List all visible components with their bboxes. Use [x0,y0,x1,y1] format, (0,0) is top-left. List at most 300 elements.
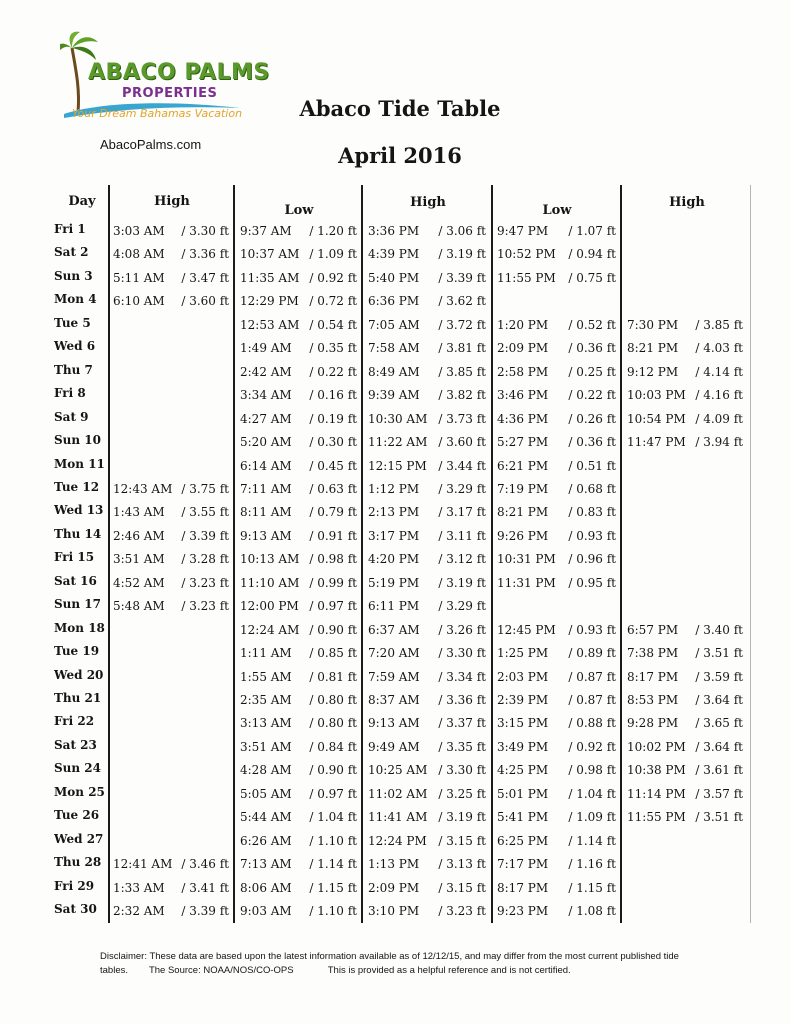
tide-cell [368,505,486,525]
disclaimer-line-2 [100,964,760,978]
tide-cell [240,904,357,924]
tide-time: 8:11 AM [240,505,292,519]
disclaimer-source: The Source: NOAA/NOS/CO-OPS [148,965,294,976]
disclaimer [100,950,760,978]
tide-time: 11:22 AM [368,435,428,449]
tide-time: 6:37 AM [368,623,420,637]
tide-time: 3:49 PM [497,740,549,754]
tide-cell [497,623,616,643]
header-high-1: High [154,194,190,209]
day-label: Thu 7 [54,363,93,377]
tide-cell [240,529,357,549]
tide-time: 5:40 PM [368,271,420,285]
tide-cell [240,693,357,713]
tide-time: 11:10 AM [240,576,300,590]
tide-height: / 3.51 ft [695,810,743,824]
tide-cell [240,881,357,901]
tide-time: 7:05 AM [368,318,420,332]
tide-time: 9:28 PM [627,716,679,730]
tide-time: 7:11 AM [240,482,292,496]
tide-height: / 0.89 ft [568,646,616,660]
tide-height: / 3.61 ft [695,763,743,777]
tide-height: / 1.20 ft [309,224,357,238]
tide-cell [497,904,616,924]
tide-cell [497,271,616,291]
tide-cell [497,435,616,455]
header-low-2: Low [542,203,572,218]
tide-time: 6:26 AM [240,834,292,848]
tide-cell [368,834,486,854]
tide-height: / 0.22 ft [309,365,357,379]
tide-cell [368,435,486,455]
tide-time: 11:31 PM [497,576,556,590]
tide-cell [240,224,357,244]
tide-cell [113,247,229,267]
tide-height: / 3.51 ft [695,646,743,660]
tide-cell [240,646,357,666]
tide-height: / 1.09 ft [309,247,357,261]
tide-cell [368,881,486,901]
tide-time: 4:25 PM [497,763,549,777]
day-label: Tue 19 [54,644,100,658]
tide-time: 8:21 PM [627,341,679,355]
tide-height: / 3.39 ft [181,904,229,918]
tide-height: / 3.37 ft [438,716,486,730]
tide-cell [240,247,357,267]
tide-cell [240,412,357,432]
day-label: Wed 13 [54,503,104,517]
tide-height: / 3.11 ft [438,529,486,543]
tide-height: / 0.30 ft [309,435,357,449]
tide-time: 10:30 AM [368,412,428,426]
disclaimer-line-1: Disclaimer: These data are based upon the latest information available as of 12/12/15, and may differ from the most current published tide [100,951,679,962]
tide-height: / 0.19 ft [309,412,357,426]
tide-time: 6:25 PM [497,834,549,848]
tide-height: / 3.64 ft [695,740,743,754]
tide-time: 1:13 PM [368,857,420,871]
tide-height: / 0.90 ft [309,763,357,777]
tide-time: 9:13 AM [240,529,292,543]
tide-cell [240,716,357,736]
tide-time: 9:37 AM [240,224,292,238]
tide-time: 12:24 PM [368,834,427,848]
disclaimer-tables: tables. [100,965,128,976]
tide-height: / 1.15 ft [309,881,357,895]
tide-cell [627,787,743,807]
tide-height: / 0.63 ft [309,482,357,496]
tide-height: / 3.23 ft [438,904,486,918]
tide-cell [240,599,357,619]
header-high-3: High [669,195,705,210]
tide-cell [497,459,616,479]
tide-time: 9:12 PM [627,365,679,379]
tide-cell [368,646,486,666]
tide-cell [627,623,743,643]
tide-height: / 3.15 ft [438,881,486,895]
tide-height: / 3.46 ft [181,857,229,871]
tide-height: / 3.36 ft [438,693,486,707]
tide-height: / 3.19 ft [438,247,486,261]
tide-height: / 3.06 ft [438,224,486,238]
tide-time: 12:29 PM [240,294,299,308]
tide-cell [240,294,357,314]
tide-time: 9:49 AM [368,740,420,754]
tide-cell [368,857,486,877]
day-label: Sun 17 [54,597,101,611]
day-label: Thu 21 [54,691,102,705]
tide-cell [368,623,486,643]
tide-height: / 1.07 ft [568,224,616,238]
tide-cell [240,482,357,502]
tide-time: 5:27 PM [497,435,549,449]
tide-cell [113,881,229,901]
tide-cell [368,529,486,549]
tide-cell [497,318,616,338]
tide-time: 4:20 PM [368,552,420,566]
tide-cell [627,693,743,713]
tide-height: / 3.30 ft [438,646,486,660]
tide-height: / 0.84 ft [309,740,357,754]
tide-height: / 0.45 ft [309,459,357,473]
tide-height: / 3.60 ft [438,435,486,449]
tide-cell [497,810,616,830]
tide-cell [113,294,229,314]
day-label: Mon 25 [54,785,105,799]
tide-cell [113,599,229,619]
tide-height: / 3.64 ft [695,693,743,707]
tide-height: / 3.41 ft [181,881,229,895]
tide-height: / 0.85 ft [309,646,357,660]
day-label: Fri 1 [54,222,86,236]
tide-height: / 3.59 ft [695,670,743,684]
disclaimer-note: This is provided as a helpful reference and is not certified. [327,965,571,976]
tide-height: / 0.94 ft [568,247,616,261]
tide-cell [113,529,229,549]
tide-height: / 3.55 ft [181,505,229,519]
tide-time: 3:17 PM [368,529,420,543]
tide-cell [368,247,486,267]
tide-cell [368,693,486,713]
tide-height: / 0.75 ft [568,271,616,285]
tide-height: / 1.10 ft [309,904,357,918]
tide-height: / 3.62 ft [438,294,486,308]
tide-cell [240,857,357,877]
tide-height: / 3.57 ft [695,787,743,801]
tide-time: 8:37 AM [368,693,420,707]
tide-height: / 0.83 ft [568,505,616,519]
tide-time: 5:01 PM [497,787,549,801]
tide-time: 8:17 PM [627,670,679,684]
tide-height: / 3.29 ft [438,482,486,496]
tide-cell [627,412,743,432]
tide-time: 6:57 PM [627,623,679,637]
tide-time: 12:00 PM [240,599,299,613]
tide-height: / 0.99 ft [309,576,357,590]
tide-time: 2:58 PM [497,365,549,379]
tide-time: 4:52 AM [113,576,165,590]
tide-height: / 4.09 ft [695,412,743,426]
header-high-2: High [410,195,446,210]
tide-time: 2:03 PM [497,670,549,684]
day-label: Sun 3 [54,269,93,283]
tide-height: / 3.23 ft [181,576,229,590]
tide-height: / 0.52 ft [568,318,616,332]
tide-time: 10:02 PM [627,740,686,754]
tide-time: 5:20 AM [240,435,292,449]
tide-cell [497,412,616,432]
tide-cell [240,670,357,690]
header-day: Day [68,194,96,209]
day-label: Sat 16 [54,574,97,588]
logo-tagline: Your Dream Bahamas Vacation [72,107,243,120]
tide-time: 6:21 PM [497,459,549,473]
tide-time: 10:54 PM [627,412,686,426]
tide-cell [240,623,357,643]
tide-time: 12:43 AM [113,482,173,496]
tide-height: / 0.36 ft [568,435,616,449]
tide-cell [497,834,616,854]
tide-time: 1:55 AM [240,670,292,684]
tide-cell [113,224,229,244]
tide-height: / 3.36 ft [181,247,229,261]
day-label: Wed 6 [54,339,96,353]
tide-cell [627,388,743,408]
tide-cell [627,318,743,338]
tide-cell [240,576,357,596]
tide-height: / 0.81 ft [309,670,357,684]
tide-time: 6:11 PM [368,599,420,613]
tide-height: / 3.82 ft [438,388,486,402]
day-label: Fri 15 [54,550,95,564]
tide-time: 11:14 PM [627,787,686,801]
tide-cell [113,857,229,877]
tide-cell [240,435,357,455]
tide-height: / 3.65 ft [695,716,743,730]
tide-time: 2:42 AM [240,365,292,379]
tide-cell [368,341,486,361]
tide-cell [368,365,486,385]
tide-cell [113,482,229,502]
tide-time: 7:17 PM [497,857,549,871]
tide-cell [240,318,357,338]
tide-cell [240,787,357,807]
day-label: Fri 22 [54,714,95,728]
tide-cell [497,247,616,267]
tide-time: 7:13 AM [240,857,292,871]
tide-height: / 3.94 ft [695,435,743,449]
tide-height: / 0.51 ft [568,459,616,473]
tide-time: 10:38 PM [627,763,686,777]
tide-cell [368,904,486,924]
tide-cell [497,505,616,525]
tide-time: 1:49 AM [240,341,292,355]
tide-height: / 3.75 ft [181,482,229,496]
tide-cell [497,763,616,783]
tide-cell [368,388,486,408]
day-label: Wed 20 [54,668,104,682]
tide-time: 5:48 AM [113,599,165,613]
tide-height: / 0.88 ft [568,716,616,730]
tide-cell [368,224,486,244]
tide-time: 8:06 AM [240,881,292,895]
tide-height: / 0.97 ft [309,787,357,801]
tide-cell [368,482,486,502]
day-label: Sun 24 [54,761,101,775]
tide-time: 1:33 AM [113,881,165,895]
tide-cell [497,365,616,385]
tide-height: / 1.08 ft [568,904,616,918]
tide-time: 2:13 PM [368,505,420,519]
tide-height: / 3.12 ft [438,552,486,566]
tide-time: 11:41 AM [368,810,428,824]
tide-height: / 1.16 ft [568,857,616,871]
tide-cell [240,552,357,572]
tide-time: 6:10 AM [113,294,165,308]
tide-cell [497,224,616,244]
tide-cell [240,810,357,830]
tide-height: / 3.26 ft [438,623,486,637]
tide-height: / 0.87 ft [568,670,616,684]
tide-time: 4:08 AM [113,247,165,261]
tide-time: 2:39 PM [497,693,549,707]
tide-height: / 3.19 ft [438,810,486,824]
tide-time: 2:46 AM [113,529,165,543]
table-right-edge [750,185,751,923]
tide-height: / 4.03 ft [695,341,743,355]
tide-cell [627,716,743,736]
tide-cell [497,341,616,361]
day-label: Sat 2 [54,245,89,259]
page-title: Abaco Tide Table [299,96,501,121]
tide-time: 10:31 PM [497,552,556,566]
tide-height: / 0.92 ft [568,740,616,754]
tide-time: 10:03 PM [627,388,686,402]
day-label: Wed 27 [54,832,104,846]
tide-cell [627,740,743,760]
tide-cell [240,341,357,361]
tide-time: 8:49 AM [368,365,420,379]
tide-time: 11:02 AM [368,787,428,801]
tide-time: 6:14 AM [240,459,292,473]
tide-time: 3:36 PM [368,224,420,238]
tide-time: 2:35 AM [240,693,292,707]
tide-cell [497,881,616,901]
tide-height: / 0.36 ft [568,341,616,355]
tide-cell [497,716,616,736]
tide-time: 12:53 AM [240,318,300,332]
tide-time: 2:32 AM [113,904,165,918]
tide-cell [113,271,229,291]
header-low-1: Low [284,203,314,218]
tide-cell [497,787,616,807]
tide-height: / 3.13 ft [438,857,486,871]
tide-cell [113,552,229,572]
tide-height: / 3.30 ft [438,763,486,777]
tide-height: / 0.35 ft [309,341,357,355]
tide-cell [113,505,229,525]
tide-cell [497,857,616,877]
day-label: Fri 8 [54,386,86,400]
tide-cell [113,904,229,924]
day-label: Mon 11 [54,457,105,471]
day-label: Mon 4 [54,292,97,306]
tide-cell [368,763,486,783]
tide-cell [240,365,357,385]
tide-height: / 1.14 ft [568,834,616,848]
tide-height: / 3.23 ft [181,599,229,613]
tide-height: / 0.80 ft [309,716,357,730]
tide-cell [497,552,616,572]
tide-height: / 3.15 ft [438,834,486,848]
tide-cell [240,505,357,525]
tide-height: / 3.39 ft [438,271,486,285]
tide-cell [113,576,229,596]
tide-cell [497,646,616,666]
tide-time: 12:24 AM [240,623,300,637]
tide-cell [240,740,357,760]
tide-height: / 3.39 ft [181,529,229,543]
tide-height: / 1.15 ft [568,881,616,895]
tide-time: 12:45 PM [497,623,556,637]
day-label: Sat 9 [54,410,89,424]
tide-time: 10:25 AM [368,763,428,777]
tide-time: 3:51 AM [113,552,165,566]
column-divider [620,185,622,923]
tide-height: / 0.87 ft [568,693,616,707]
day-label: Mon 18 [54,621,105,635]
tide-cell [627,646,743,666]
tide-cell [368,599,486,619]
tide-time: 5:05 AM [240,787,292,801]
tide-time: 5:11 AM [113,271,165,285]
day-label: Tue 12 [54,480,100,494]
tide-time: 11:35 AM [240,271,300,285]
tide-cell [368,318,486,338]
tide-height: / 4.16 ft [695,388,743,402]
tide-cell [627,670,743,690]
tide-time: 4:28 AM [240,763,292,777]
tide-cell [368,716,486,736]
tide-time: 1:20 PM [497,318,549,332]
tide-height: / 0.91 ft [309,529,357,543]
tide-cell [368,552,486,572]
tide-height: / 0.98 ft [568,763,616,777]
tide-height: / 0.25 ft [568,365,616,379]
tide-cell [368,271,486,291]
tide-time: 9:23 PM [497,904,549,918]
tide-time: 9:13 AM [368,716,420,730]
tide-time: 7:59 AM [368,670,420,684]
tide-height: / 0.80 ft [309,693,357,707]
column-divider [491,185,493,923]
tide-height: / 0.68 ft [568,482,616,496]
tide-time: 3:46 PM [497,388,549,402]
tide-cell [497,529,616,549]
tide-time: 2:09 PM [497,341,549,355]
tide-height: / 0.54 ft [309,318,357,332]
tide-cell [627,341,743,361]
tide-cell [240,834,357,854]
tide-height: / 1.04 ft [309,810,357,824]
tide-time: 12:15 PM [368,459,427,473]
tide-cell [368,810,486,830]
tide-time: 7:19 PM [497,482,549,496]
tide-time: 4:39 PM [368,247,420,261]
day-label: Thu 28 [54,855,102,869]
day-label: Thu 14 [54,527,102,541]
tide-cell [368,459,486,479]
website-url: AbacoPalms.com [100,137,202,152]
